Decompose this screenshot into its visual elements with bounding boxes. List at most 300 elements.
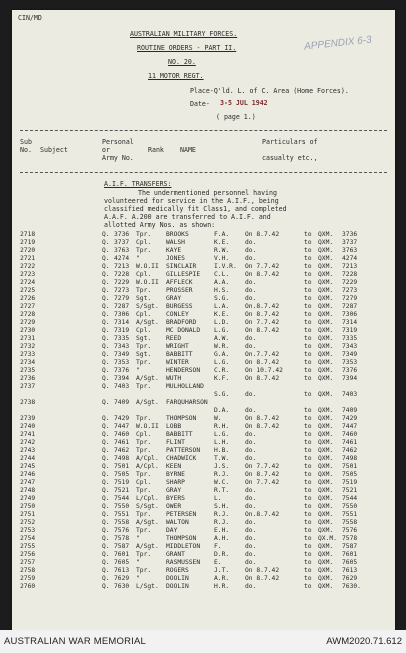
- row-qxm: QXM.: [318, 351, 334, 358]
- row-army-no: 7630: [114, 583, 130, 590]
- row-sub-no: 2738: [20, 399, 36, 406]
- row-name: THOMPSON: [166, 535, 197, 542]
- row-army-no: 7521: [114, 487, 130, 494]
- row-to: to: [304, 327, 312, 334]
- row-sub-no: 2739: [20, 415, 36, 422]
- row-qxm: QXM.: [318, 495, 334, 502]
- row-rank: Sgt.: [136, 335, 152, 342]
- row-name: KAYE: [166, 247, 182, 254]
- row-initials: G.A.: [214, 351, 230, 358]
- row-army-no: 7353: [114, 359, 130, 366]
- row-particulars: do.: [245, 519, 257, 526]
- row-new-no: 7429: [342, 415, 358, 422]
- footer-accession: AWM2020.71.612: [326, 636, 402, 647]
- row-initials: D.R.: [214, 551, 230, 558]
- row-qxm: QXM.: [318, 567, 334, 574]
- intro-line-2: volunteered for service in the A.I.F., being: [104, 197, 279, 205]
- row-particulars: do.: [245, 439, 257, 446]
- row-initials: E.H.: [214, 527, 230, 534]
- row-name: SINCLAIR: [166, 263, 197, 270]
- row-army-no: 7314: [114, 319, 130, 326]
- row-rank: Tpr.: [136, 359, 152, 366]
- row-rank: W.O.II: [136, 279, 159, 286]
- row-to: to: [304, 335, 312, 342]
- row-to: to: [304, 311, 312, 318]
- row-army-no: 7461: [114, 439, 130, 446]
- row-rank: Tpr.: [136, 567, 152, 574]
- row-initials: L.G.: [214, 359, 230, 366]
- row-sub-no: 2730: [20, 327, 36, 334]
- row-qxm: QXM.: [318, 439, 334, 446]
- row-army-no: 7519: [114, 479, 130, 486]
- row-initials: A.R.: [214, 575, 230, 582]
- row-name: THOMPSON: [166, 415, 197, 422]
- row-army-no: 7279: [114, 295, 130, 302]
- row-sub-no: 2751: [20, 511, 36, 518]
- row-sub-no: 2749: [20, 495, 36, 502]
- row-sub-no: 2733: [20, 351, 36, 358]
- row-name: JONES: [166, 255, 185, 262]
- row-to: to: [304, 319, 312, 326]
- row-rank: Cpl.: [136, 311, 152, 318]
- row-sub-no: 2721: [20, 255, 36, 262]
- row-particulars: On 7.7.42: [245, 479, 280, 486]
- row-new-no: 7403: [342, 391, 358, 398]
- row-name: GRAY: [166, 487, 182, 494]
- row-name: WUTH: [166, 375, 182, 382]
- row-rank: Tpr.: [136, 343, 152, 350]
- row-name: DAY: [166, 527, 178, 534]
- row-rank: Tpr.: [136, 247, 152, 254]
- row-sub-no: 2748: [20, 487, 36, 494]
- row-rank: W.O.II: [136, 423, 159, 430]
- row-to: to: [304, 255, 312, 262]
- row-name: PATTERSON: [166, 447, 201, 454]
- row-initials: H.B.: [214, 447, 230, 454]
- row-qxm: QXM.: [318, 303, 334, 310]
- row-qxm: QXM.: [318, 527, 334, 534]
- row-prefix: Q.: [102, 367, 110, 374]
- row-prefix: Q.: [102, 343, 110, 350]
- row-rank: Tpr.: [136, 383, 152, 390]
- row-sub-no: 2747: [20, 479, 36, 486]
- row-army-no: 3736: [114, 231, 130, 238]
- row-new-no: 3763: [342, 247, 358, 254]
- row-initials: H.R.: [214, 583, 230, 590]
- row-name: WRIGHT: [166, 343, 189, 350]
- row-particulars: do.: [245, 559, 257, 566]
- row-to: to: [304, 423, 312, 430]
- row-qxm: QX.M.: [318, 535, 337, 542]
- row-particulars: On 8.7.42: [245, 471, 280, 478]
- row-initials: L.D.: [214, 319, 230, 326]
- row-prefix: Q.: [102, 319, 110, 326]
- row-army-no: 7462: [114, 447, 130, 454]
- row-army-no: 3763: [114, 247, 130, 254]
- row-sub-no: 2752: [20, 519, 36, 526]
- row-name: PROSSER: [166, 287, 193, 294]
- row-new-no: 7501: [342, 463, 358, 470]
- row-sub-no: 2756: [20, 551, 36, 558]
- row-prefix: Q.: [102, 479, 110, 486]
- row-prefix: Q.: [102, 239, 110, 246]
- row-new-no: 3737: [342, 239, 358, 246]
- row-sub-no: 2724: [20, 279, 36, 286]
- row-to: to: [304, 431, 312, 438]
- row-initials: L.G.: [214, 327, 230, 334]
- row-prefix: Q.: [102, 287, 110, 294]
- row-name: OWER: [166, 503, 182, 510]
- row-name: DOOLIN: [166, 583, 189, 590]
- row-sub-no: 2723: [20, 271, 36, 278]
- row-new-no: 7306: [342, 311, 358, 318]
- row-initials: R.W.: [214, 247, 230, 254]
- row-new-no: 7409: [342, 407, 358, 414]
- row-rank: ": [136, 535, 140, 542]
- row-name: BYRNE: [166, 471, 185, 478]
- row-army-no: 7228: [114, 271, 130, 278]
- row-to: to: [304, 519, 312, 526]
- row-particulars: do.: [245, 255, 257, 262]
- row-particulars: do.: [245, 279, 257, 286]
- row-particulars: On 8.7.42: [245, 231, 280, 238]
- row-army-no: 7306: [114, 311, 130, 318]
- row-qxm: QXM.: [318, 559, 334, 566]
- row-sub-no: 2743: [20, 447, 36, 454]
- row-qxm: QXM.: [318, 255, 334, 262]
- row-sub-no: 2750: [20, 503, 36, 510]
- row-initials: J.T.: [214, 567, 230, 574]
- row-army-no: 7605: [114, 559, 130, 566]
- row-initials: W.C.: [214, 479, 230, 486]
- row-initials: L.A.: [214, 303, 230, 310]
- row-new-no: 7353: [342, 359, 358, 366]
- row-new-no: 7578: [342, 535, 358, 542]
- row-sub-no: 2759: [20, 575, 36, 582]
- row-particulars: On 7.7.42: [245, 263, 280, 270]
- row-prefix: Q.: [102, 487, 110, 494]
- pencil-annotation: APPENDIX 6-3: [303, 34, 373, 53]
- row-rank: Tpr.: [136, 447, 152, 454]
- row-new-no: 7343: [342, 343, 358, 350]
- row-initials: K.E.: [214, 311, 230, 318]
- row-to: to: [304, 375, 312, 382]
- row-rank: ": [136, 255, 140, 262]
- row-qxm: QXM.: [318, 463, 334, 470]
- row-army-no: 7394: [114, 375, 130, 382]
- row-army-no: 7403: [114, 383, 130, 390]
- row-rank: Tpr.: [136, 231, 152, 238]
- row-new-no: 7629: [342, 575, 358, 582]
- row-name: SHARP: [166, 479, 185, 486]
- row-new-no: 3736: [342, 231, 358, 238]
- row-new-no: 7587: [342, 543, 358, 550]
- row-name: WALSH: [166, 239, 185, 246]
- row-particulars: On 8.7.42: [245, 327, 280, 334]
- row-initials: R.T.: [214, 487, 230, 494]
- row-prefix: Q.: [102, 551, 110, 558]
- col-subject: Subject: [40, 146, 68, 154]
- row-sub-no: 2741: [20, 431, 36, 438]
- row-qxm: QXM.: [318, 231, 334, 238]
- row-particulars: do.: [245, 543, 257, 550]
- row-particulars: do.: [245, 343, 257, 350]
- row-initials: L.H.: [214, 439, 230, 446]
- row-army-no: 7629: [114, 575, 130, 582]
- row-army-no: 7229: [114, 279, 130, 286]
- row-particulars: On 8.7.42: [245, 375, 280, 382]
- row-particulars: On 8.7.42: [245, 311, 280, 318]
- row-sub-no: 2720: [20, 247, 36, 254]
- row-new-no: 7213: [342, 263, 358, 270]
- intro-line-5: allotted Army Nos. as shown:: [104, 221, 216, 229]
- row-particulars: do.: [245, 487, 257, 494]
- row-initials: S.G.: [214, 391, 230, 398]
- row-initials: E.: [214, 559, 222, 566]
- row-to: to: [304, 535, 312, 542]
- row-qxm: QXM.: [318, 247, 334, 254]
- row-qxm: QXM.: [318, 295, 334, 302]
- row-new-no: 7229: [342, 279, 358, 286]
- row-to: to: [304, 471, 312, 478]
- row-new-no: 7279: [342, 295, 358, 302]
- row-prefix: Q.: [102, 399, 110, 406]
- row-initials: W.R.: [214, 343, 230, 350]
- document-page: [12, 10, 395, 630]
- intro-line-1: The undermentioned personnel having: [138, 189, 277, 197]
- row-army-no: 7460: [114, 431, 130, 438]
- row-rank: S/Sgt.: [136, 503, 159, 510]
- row-initials: W.: [214, 415, 222, 422]
- page-label: ( page 1.): [216, 113, 256, 121]
- row-prefix: Q.: [102, 263, 110, 270]
- row-name: KEEN: [166, 463, 182, 470]
- row-particulars: On 8.7.42: [245, 575, 280, 582]
- row-sub-no: 2719: [20, 239, 36, 246]
- row-name: BURGESS: [166, 303, 193, 310]
- row-to: to: [304, 543, 312, 550]
- row-particulars: On.8.7.42: [245, 303, 280, 310]
- row-army-no: 7587: [114, 543, 130, 550]
- row-particulars: On 10.7.42: [245, 367, 283, 374]
- row-initials: A.H.: [214, 535, 230, 542]
- row-qxm: QXM.: [318, 479, 334, 486]
- col-rank: Rank: [148, 146, 164, 154]
- row-particulars: do.: [245, 447, 257, 454]
- row-new-no: 7558: [342, 519, 358, 526]
- row-initials: V.H.: [214, 255, 230, 262]
- row-army-no: 7335: [114, 335, 130, 342]
- row-sub-no: 2745: [20, 463, 36, 470]
- row-new-no: 7376: [342, 367, 358, 374]
- row-sub-no: 2754: [20, 535, 36, 542]
- row-sub-no: 2722: [20, 263, 36, 270]
- row-to: to: [304, 367, 312, 374]
- row-prefix: Q.: [102, 527, 110, 534]
- row-army-no: 7544: [114, 495, 130, 502]
- row-rank: Sgt.: [136, 295, 152, 302]
- row-to: to: [304, 495, 312, 502]
- row-army-no: 3737: [114, 239, 130, 246]
- row-qxm: QXM.: [318, 359, 334, 366]
- row-prefix: Q.: [102, 519, 110, 526]
- row-rank: S/Sgt.: [136, 303, 159, 310]
- row-sub-no: 2736: [20, 375, 36, 382]
- row-initials: S.G.: [214, 295, 230, 302]
- row-rank: Tpr.: [136, 527, 152, 534]
- row-new-no: 7273: [342, 287, 358, 294]
- row-qxm: QXM.: [318, 279, 334, 286]
- row-to: to: [304, 303, 312, 310]
- row-army-no: 7550: [114, 503, 130, 510]
- row-army-no: 7447: [114, 423, 130, 430]
- row-particulars: do.: [245, 391, 257, 398]
- row-initials: R.J.: [214, 519, 230, 526]
- row-initials: A.W.: [214, 335, 230, 342]
- row-name: LOBB: [166, 423, 182, 430]
- row-prefix: Q.: [102, 559, 110, 566]
- row-initials: H.S.: [214, 287, 230, 294]
- row-qxm: QXM.: [318, 583, 334, 590]
- row-army-no: 7501: [114, 463, 130, 470]
- row-to: to: [304, 359, 312, 366]
- row-rank: W.O.II: [136, 263, 159, 270]
- row-qxm: QXM.: [318, 335, 334, 342]
- row-army-no: 7505: [114, 471, 130, 478]
- place-line: Place-Q'ld. L. of C. Area (Home Forces).: [190, 87, 349, 95]
- row-particulars: do.: [245, 407, 257, 414]
- row-army-no: 7409: [114, 399, 130, 406]
- row-name: CHADWICK: [166, 455, 197, 462]
- row-name: WALTON: [166, 519, 189, 526]
- row-sub-no: 2718: [20, 231, 36, 238]
- row-name: MIDDLETON: [166, 543, 201, 550]
- row-sub-no: 2758: [20, 567, 36, 574]
- row-to: to: [304, 583, 312, 590]
- intro-line-4: A.A.F. A.200 are transferred to A.I.F. and: [104, 213, 271, 221]
- row-name: MULHOLLAND: [166, 383, 204, 390]
- row-new-no: 7287: [342, 303, 358, 310]
- row-particulars: On.8.7.42: [245, 511, 280, 518]
- row-rank: A/Sgt.: [136, 375, 159, 382]
- order-number: NO. 20.: [168, 58, 196, 66]
- row-army-no: 7319: [114, 327, 130, 334]
- row-name: GILLESPIE: [166, 271, 201, 278]
- row-qxm: QXM.: [318, 447, 334, 454]
- row-sub-no: 2753: [20, 527, 36, 534]
- row-sub-no: 2725: [20, 287, 36, 294]
- col-sub-no: Sub No.: [20, 138, 32, 154]
- row-army-no: 7429: [114, 415, 130, 422]
- row-rank: Cpl.: [136, 431, 152, 438]
- row-name: PETERSEN: [166, 511, 197, 518]
- row-rank: A/Sgt.: [136, 543, 159, 550]
- row-army-no: 7376: [114, 367, 130, 374]
- row-new-no: 7519: [342, 479, 358, 486]
- row-rank: Tpr.: [136, 551, 152, 558]
- row-particulars: do.: [245, 431, 257, 438]
- row-prefix: Q.: [102, 271, 110, 278]
- row-sub-no: 2757: [20, 559, 36, 566]
- row-prefix: Q.: [102, 463, 110, 470]
- row-new-no: 7505: [342, 471, 358, 478]
- row-particulars: do.: [245, 535, 257, 542]
- row-sub-no: 2742: [20, 439, 36, 446]
- row-prefix: Q.: [102, 375, 110, 382]
- row-qxm: QXM.: [318, 271, 334, 278]
- row-new-no: 7544: [342, 495, 358, 502]
- row-sub-no: 2728: [20, 311, 36, 318]
- row-rank: A/Sgt.: [136, 399, 159, 406]
- row-prefix: Q.: [102, 415, 110, 422]
- row-new-no: 7460: [342, 431, 358, 438]
- row-particulars: do.: [245, 495, 257, 502]
- col-name: NAME: [180, 146, 196, 154]
- row-name: FLINT: [166, 439, 185, 446]
- row-initials: D.A.: [214, 407, 230, 414]
- row-particulars: do.: [245, 527, 257, 534]
- row-particulars: do.: [245, 295, 257, 302]
- row-sub-no: 2729: [20, 319, 36, 326]
- table-row: [12, 583, 395, 593]
- row-to: to: [304, 415, 312, 422]
- row-new-no: 7349: [342, 351, 358, 358]
- row-name: BABBITT: [166, 431, 193, 438]
- row-name: BRADFORD: [166, 319, 197, 326]
- row-to: to: [304, 287, 312, 294]
- row-initials: C.R.: [214, 367, 230, 374]
- corner-reference: CIN/MD: [18, 14, 42, 22]
- row-initials: R.H.: [214, 423, 230, 430]
- row-prefix: Q.: [102, 231, 110, 238]
- row-particulars: On 8.7.42: [245, 423, 280, 430]
- row-to: to: [304, 231, 312, 238]
- row-army-no: 4274: [114, 255, 130, 262]
- row-army-no: 7613: [114, 567, 130, 574]
- row-to: to: [304, 407, 312, 414]
- row-prefix: Q.: [102, 543, 110, 550]
- row-rank: Tpr.: [136, 439, 152, 446]
- row-prefix: Q.: [102, 503, 110, 510]
- row-rank: L/Cpl.: [136, 495, 159, 502]
- row-qxm: QXM.: [318, 375, 334, 382]
- row-sub-no: 2727: [20, 303, 36, 310]
- row-to: to: [304, 239, 312, 246]
- col-personal: Personal or Army No.: [102, 138, 134, 162]
- row-army-no: 7213: [114, 263, 130, 270]
- row-particulars: do.: [245, 247, 257, 254]
- row-prefix: Q.: [102, 247, 110, 254]
- row-rank: A/Sgt.: [136, 519, 159, 526]
- row-to: to: [304, 575, 312, 582]
- row-rank: L/Sgt.: [136, 583, 159, 590]
- header-rule-bottom: [20, 172, 387, 173]
- row-name: DOOLIN: [166, 575, 189, 582]
- row-sub-no: 2731: [20, 335, 36, 342]
- row-qxm: QXM.: [318, 575, 334, 582]
- row-name: HENDERSON: [166, 367, 201, 374]
- row-initials: F.: [214, 543, 222, 550]
- row-new-no: 7498: [342, 455, 358, 462]
- row-army-no: 7273: [114, 287, 130, 294]
- row-new-no: 7521: [342, 487, 358, 494]
- row-qxm: QXM.: [318, 407, 334, 414]
- row-army-no: 7578: [114, 535, 130, 542]
- doc-subtitle: ROUTINE ORDERS - PART II.: [137, 44, 237, 52]
- row-rank: ": [136, 367, 140, 374]
- row-prefix: Q.: [102, 351, 110, 358]
- row-new-no: 7550: [342, 503, 358, 510]
